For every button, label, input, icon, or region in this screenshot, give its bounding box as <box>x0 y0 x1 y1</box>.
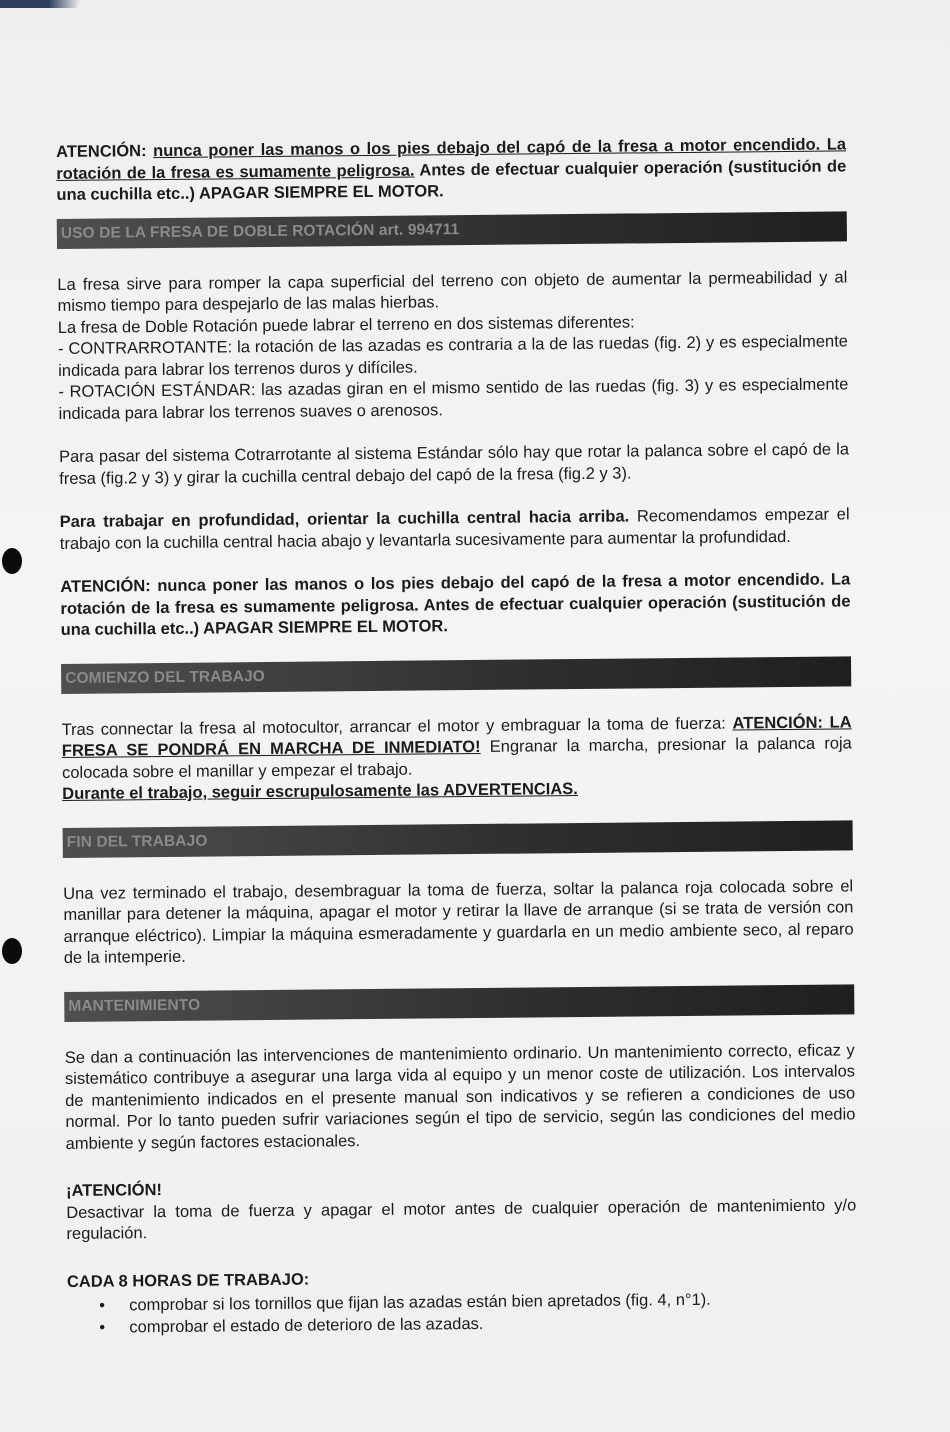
interval-title: CADA 8 HORAS DE TRABAJO: <box>66 1270 310 1291</box>
warning-rest-text: Antes de efectuar cualquier operación (sustitución de una cuchilla etc..) APAGAR SIEMPRE EL MOTOR. <box>56 156 847 204</box>
paragraph-uso-2: La fresa de Doble Rotación puede labrar el terreno en dos sistemas diferentes: <box>57 312 635 337</box>
paragraph-uso-6 <box>60 504 850 555</box>
section-header-fin: FIN DEL TRABAJO <box>63 820 853 858</box>
list-item: • comprobar el estado de deterioro de las azadas. <box>129 1309 857 1338</box>
warning-underlined-text: nunca poner las manos o los pies debajo del capó de la fresa a motor encendido. La rotación de la fresa es sumamente peligrosa. <box>56 135 847 183</box>
section-header-mantenimiento: MANTENIMIENTO <box>64 984 854 1022</box>
punch-hole-upper <box>2 548 22 574</box>
paragraph-mantenimiento-1: Se dan a continuación las intervenciones de mantenimiento ordinario. Un mantenimiento correcto, eficaz y sistemático contribuye a asegurar una larga vida al equipo y un menor coste de utilización. Los intervalos de mantenimiento indicados en el presente manual son indicativos y se refieren a condiciones de uso normal. Por lo tanto pueden sufrir variaciones según el tipo de servicio, según las condiciones del medio ambiente y según factores estacionales. <box>64 1040 856 1153</box>
start-alert-text: ATENCIÓN: LA FRESA SE PONDRÁ EN MARCHA DE INMEDIATO! <box>61 712 852 760</box>
paragraph-uso-6-bold: Para trabajar en profundidad, orientar la cuchilla central hacia arriba. <box>59 507 630 531</box>
section-header-comienzo: COMIENZO DEL TRABAJO <box>61 656 851 694</box>
paragraph-comienzo-1-rest: Engranar la marcha, presionar la palanca roja colocada sobre el manillar y empezar el trabajo. <box>61 734 852 782</box>
attention-text: Desactivar la toma de fuerza y apagar el motor antes de cualquier operación de mantenimiento y/o regulación. <box>66 1195 857 1243</box>
paragraph-uso-1: La fresa sirve para romper la capa superficial del terreno con objeto de aumentar la permeabilidad y al mismo tiempo para despejarlo de las malas hierbas. <box>57 267 848 315</box>
warning-paragraph-top <box>56 134 847 206</box>
paragraph-uso-5: Para pasar del sistema Cotrarrotante al sistema Estándar sólo hay que rotar la palanca sobre el capó de la fresa (fig.2 y 3) y girar la cuchilla central debajo del capó de la fresa (fig.2 y 3). <box>58 440 850 488</box>
warning-paragraph-middle: ATENCIÓN: nunca poner las manos o los pies debajo del capó de la fresa a motor encendido. La rotación de la fresa es sumamente peligrosa. Antes de efectuar cualquier operación (sustitución de una cuchilla etc..) APAGAR SIEMPRE EL MOTOR. <box>60 570 851 639</box>
punch-hole-lower <box>2 938 22 964</box>
paragraph-uso-6-rest: Recomendamos empezar el trabajo con la cuchilla central hacia abajo y levantarla sucesivamente para aumentar la profundidad. <box>59 505 850 553</box>
interval-list <box>67 1287 857 1339</box>
paragraph-comienzo-1 <box>62 712 853 784</box>
list-item: • comprobar si los tornillos que fijan las azadas están bien apretados (fig. 4, n°1). <box>129 1287 857 1316</box>
warning-label: ATENCIÓN: <box>56 142 147 161</box>
corner-mark <box>0 0 80 8</box>
section-header-uso: USO DE LA FRESA DE DOBLE ROTACIÓN art. 994711 <box>57 211 847 249</box>
attention-title: ¡ATENCIÓN! <box>65 1181 163 1200</box>
paragraph-uso-3: - CONTRARROTANTE: la rotación de las azadas es contraria a la de las ruedas (fig. 2) y es especialmente indicada para labrar los terrenos duros y difíciles. <box>57 332 849 380</box>
document-body <box>56 134 857 1339</box>
paragraph-uso-4: - ROTACIÓN ESTÁNDAR: las azadas giran en el mismo sentido de las ruedas (fig. 3) y es especialmente indicada para labrar los terrenos suaves o arenosos. <box>58 375 849 423</box>
paragraph-fin-1: Una vez terminado el trabajo, desembraguar la toma de fuerza, soltar la palanca roja colocada sobre el manillar para detener la máquina, apagar el motor y retirar la llave de arranque (si se trata de versión con arranque eléctrico). Limpiar la máquina esmeradamente y guardarla en un medio ambiente seco, al reparo de la intemperie. <box>63 876 854 967</box>
paragraph-comienzo-2: Durante el trabajo, seguir escrupulosamente las ADVERTENCIAS. <box>62 780 578 803</box>
paragraph-comienzo-1-text: Tras connectar la fresa al motocultor, arrancar el motor y embraguar la toma de fuerza: <box>61 714 733 739</box>
